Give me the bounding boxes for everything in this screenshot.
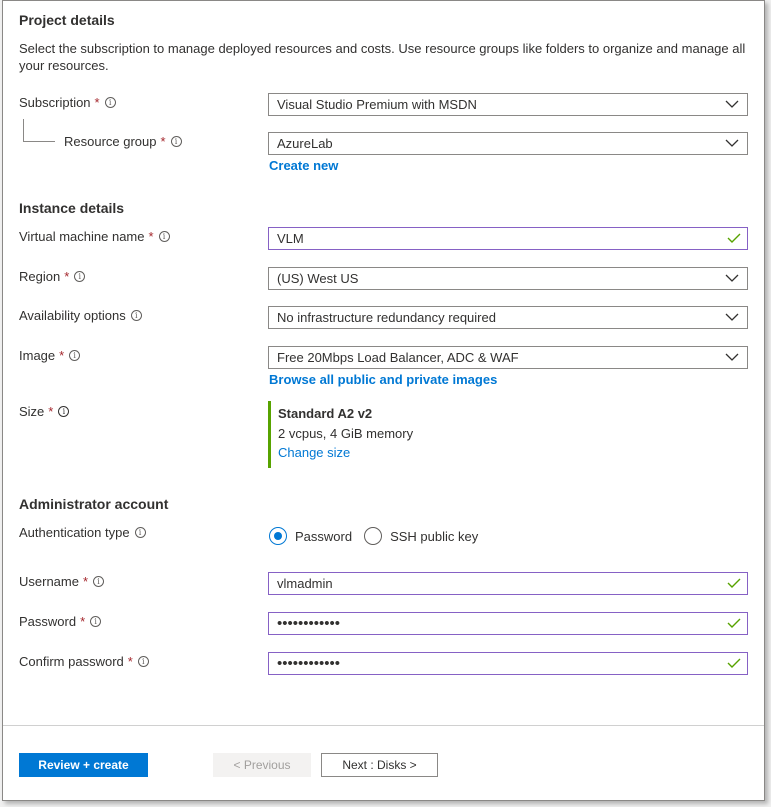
info-icon[interactable]: i — [93, 576, 104, 587]
info-icon[interactable]: i — [159, 231, 170, 242]
auth-type-label: Authentication type i — [19, 525, 146, 540]
username-label: Username * i — [19, 574, 104, 589]
subscription-select[interactable]: Visual Studio Premium with MSDN — [268, 93, 748, 116]
info-icon[interactable]: i — [74, 271, 85, 282]
project-details-description: Select the subscription to manage deployed resources and costs. Use resource groups like folders to organize and manage all your resources. — [19, 41, 746, 73]
subscription-label: Subscription * i — [19, 95, 116, 110]
required-marker: * — [48, 404, 54, 419]
chevron-down-icon — [725, 273, 739, 283]
info-icon[interactable]: i — [105, 97, 116, 108]
availability-label: Availability options i — [19, 308, 142, 323]
previous-button[interactable]: < Previous — [213, 753, 311, 777]
confirm-password-input[interactable]: •••••••••••• — [268, 652, 748, 675]
region-select[interactable]: (US) West US — [268, 267, 748, 290]
info-icon[interactable]: i — [58, 406, 69, 417]
review-create-button[interactable]: Review + create — [19, 753, 148, 777]
next-disks-button[interactable]: Next : Disks > — [321, 753, 438, 777]
info-icon[interactable]: i — [90, 616, 101, 627]
checkmark-icon — [727, 232, 741, 244]
info-icon[interactable]: i — [171, 136, 182, 147]
confirm-password-label: Confirm password * i — [19, 654, 149, 669]
radio-selected-dot — [274, 532, 282, 540]
checkmark-icon — [727, 617, 741, 629]
info-icon[interactable]: i — [138, 656, 149, 667]
image-label: Image * i — [19, 348, 80, 363]
footer-divider — [3, 725, 764, 726]
instance-details-heading: Instance details — [19, 200, 125, 216]
chevron-down-icon — [725, 352, 739, 362]
password-input[interactable]: •••••••••••• — [268, 612, 748, 635]
required-marker: * — [64, 269, 70, 284]
radio-ssh-label[interactable]: SSH public key — [390, 528, 479, 544]
vm-name-label: Virtual machine name * i — [19, 229, 170, 244]
radio-password[interactable] — [269, 527, 287, 545]
checkmark-icon — [727, 657, 741, 669]
required-marker: * — [94, 95, 100, 110]
size-label: Size * i — [19, 404, 69, 419]
required-marker: * — [80, 614, 86, 629]
info-icon[interactable]: i — [69, 350, 80, 361]
required-marker: * — [127, 654, 133, 669]
checkmark-icon — [727, 577, 741, 589]
required-marker: * — [148, 229, 154, 244]
radio-password-label[interactable]: Password — [295, 528, 353, 544]
chevron-down-icon — [725, 312, 739, 322]
required-marker: * — [59, 348, 65, 363]
browse-images-link[interactable]: Browse all public and private images — [269, 372, 498, 387]
tree-connector-vertical — [23, 119, 24, 141]
required-marker: * — [82, 574, 89, 589]
project-details-heading: Project details — [19, 12, 115, 28]
image-select[interactable]: Free 20Mbps Load Balancer, ADC & WAF — [268, 346, 748, 369]
password-label: Password * i — [19, 614, 101, 629]
resource-group-label: Resource group * i — [64, 134, 182, 149]
radio-ssh-public-key[interactable] — [364, 527, 382, 545]
size-spec: 2 vcpus, 4 GiB memory — [278, 426, 414, 441]
change-size-link[interactable]: Change size — [278, 445, 351, 460]
resource-group-select[interactable]: AzureLab — [268, 132, 748, 155]
tree-connector-horizontal — [23, 141, 55, 142]
required-marker: * — [160, 134, 166, 149]
vm-name-input[interactable]: VLM — [268, 227, 748, 250]
chevron-down-icon — [725, 138, 739, 148]
info-icon[interactable]: i — [135, 527, 146, 538]
chevron-down-icon — [725, 99, 739, 109]
region-label: Region * i — [19, 269, 85, 284]
create-vm-form — [2, 0, 765, 801]
size-name: Standard A2 v2 — [278, 406, 373, 421]
admin-account-heading: Administrator account — [19, 496, 169, 512]
info-icon[interactable]: i — [131, 310, 142, 321]
size-summary — [268, 401, 468, 468]
availability-select[interactable]: No infrastructure redundancy required — [268, 306, 748, 329]
auth-type-radio-group — [269, 527, 490, 545]
create-new-link[interactable]: Create new — [269, 158, 339, 173]
username-input[interactable]: vlmadmin — [268, 572, 748, 595]
